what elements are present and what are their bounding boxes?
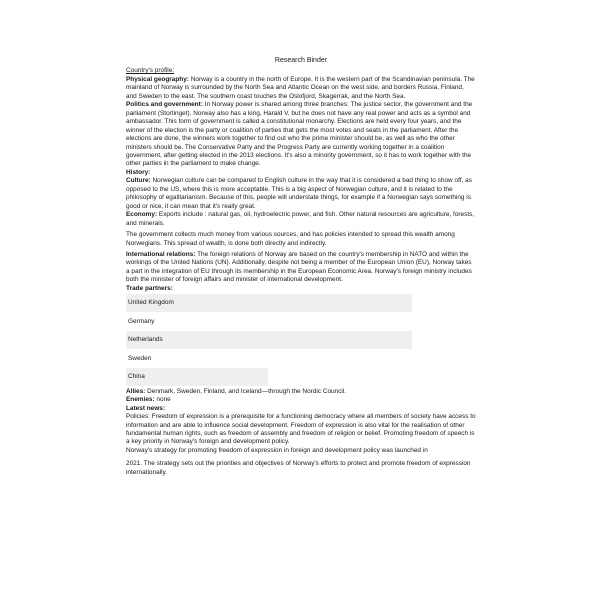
trade-partner-row: China bbox=[126, 368, 268, 386]
international-relations-paragraph bbox=[126, 251, 476, 285]
economy-text: Exports include : natural gas, oil, hydroelectric power, and fish. Other natural resources are agriculture, forests, and minerals. bbox=[126, 211, 475, 227]
country-profile-heading: Country's profile: bbox=[126, 67, 175, 75]
latest-news-paragraph-3: 2021. The strategy sets out the priorities and objectives of Norway's efforts to protect and promote freedom of expression internationally. bbox=[126, 460, 471, 476]
culture-text: Norwegian culture can be compared to English culture in the way that it is considered a bad thing to show off, as opposed to the US, where this is more acceptable. This is a big aspect of Norwegian culture, and it is related to the philosophy of egalitarianism. Because of this, people will understate things, for example if a Norwegian says something is good or nice, it can mean that it's really great. bbox=[126, 177, 472, 210]
international-relations-label: International relations: bbox=[126, 250, 196, 258]
latest-news-paragraph-1: Policies: Freedom of expression is a prerequisite for a functioning democracy where all members of society have access to information and are able to influence social development. Freedom of expression is also vital for the realisation of other fundamental human rights, such as freedom of assembly and freedom of religion or belief. Promoting freedom of speech is a key priority in Norway's foreign and development policy. bbox=[126, 413, 476, 446]
allies-label: Allies: bbox=[126, 387, 146, 395]
international-relations-text: The foreign relations of Norway are based on the country's membership in NATO and within the workings of the United Nations (UN). Additionally, despite not being a member of the European Union (EU), Norway takes a part in the integration of EU through its membership in the European Economic Area. Norway's foreign ministry includes both the minister of foreign affairs and minister of international development. bbox=[126, 250, 472, 284]
latest-news-paragraph-2: Norway's strategy for promoting freedom of expression in foreign and development policy was launched in bbox=[126, 446, 428, 454]
physical-geography-label: Physical geography: bbox=[126, 75, 189, 83]
trade-partner-row: Germany bbox=[128, 317, 155, 325]
document-page bbox=[126, 57, 476, 477]
government-money-paragraph: The government collects much money from various sources, and has policies intended to spread this wealth among Norwegians. This spread of wealth, is done both directly and indirectly. bbox=[126, 231, 455, 247]
culture-paragraph bbox=[126, 177, 476, 211]
culture-label: Culture: bbox=[126, 177, 151, 185]
latest-news-label: Latest news: bbox=[126, 404, 165, 412]
physical-geography-text: Norway is a country in the north of Europe. It is the western part of the Scandinavian peninsula. The mainland of Norway is surrounded by the North Sea and Atlantic Ocean on the west side, and borders Russia, Finland, and Sweden to the east. The southern coast touches the Oslofjord, Skagerrak, and the North Sea. bbox=[126, 75, 475, 100]
enemies-label: Enemies: bbox=[126, 396, 155, 404]
economy-label: Economy: bbox=[126, 211, 158, 219]
physical-geography-paragraph bbox=[126, 76, 476, 101]
politics-paragraph bbox=[126, 101, 476, 169]
document-title: Research Binder bbox=[274, 57, 328, 64]
economy-paragraph bbox=[126, 211, 476, 228]
history-label: History: bbox=[126, 168, 151, 176]
allies-paragraph bbox=[126, 388, 476, 396]
politics-text: In Norway power is shared among three branches: The justice sector, the government and the parliament (Stortinget). Norway also has a king, Harald V, but he does not have any real power and acts as a symbol and ambassador. This form of government is called a constitutional monarchy. Elections are held every four years, and the winner of the election is the party or coalition of parties that gets the most votes and seats in the parliament. After the elections are done, the winners work together to find out who the prime minister should be, as well as who the other ministers should be. The Conservative Party and the Progress Party are currently working together in a coalition government, after getting elected in the 2013 elections. It's also a minority government, so it has to work together with the other parties in the parliament to make change. bbox=[126, 101, 473, 168]
allies-text: Denmark, Sweden, Finland, and Iceland—through the Nordic Council. bbox=[145, 387, 347, 395]
enemies-text: none bbox=[154, 396, 171, 404]
trade-partners-label: Trade partners: bbox=[126, 284, 173, 292]
trade-partner-row: United Kingdom bbox=[126, 294, 412, 312]
trade-partners-table bbox=[126, 294, 476, 386]
trade-partner-row: Sweden bbox=[128, 354, 152, 362]
enemies-paragraph bbox=[126, 396, 476, 404]
politics-label: Politics and government: bbox=[126, 101, 203, 109]
trade-partner-row: Netherlands bbox=[126, 331, 412, 349]
